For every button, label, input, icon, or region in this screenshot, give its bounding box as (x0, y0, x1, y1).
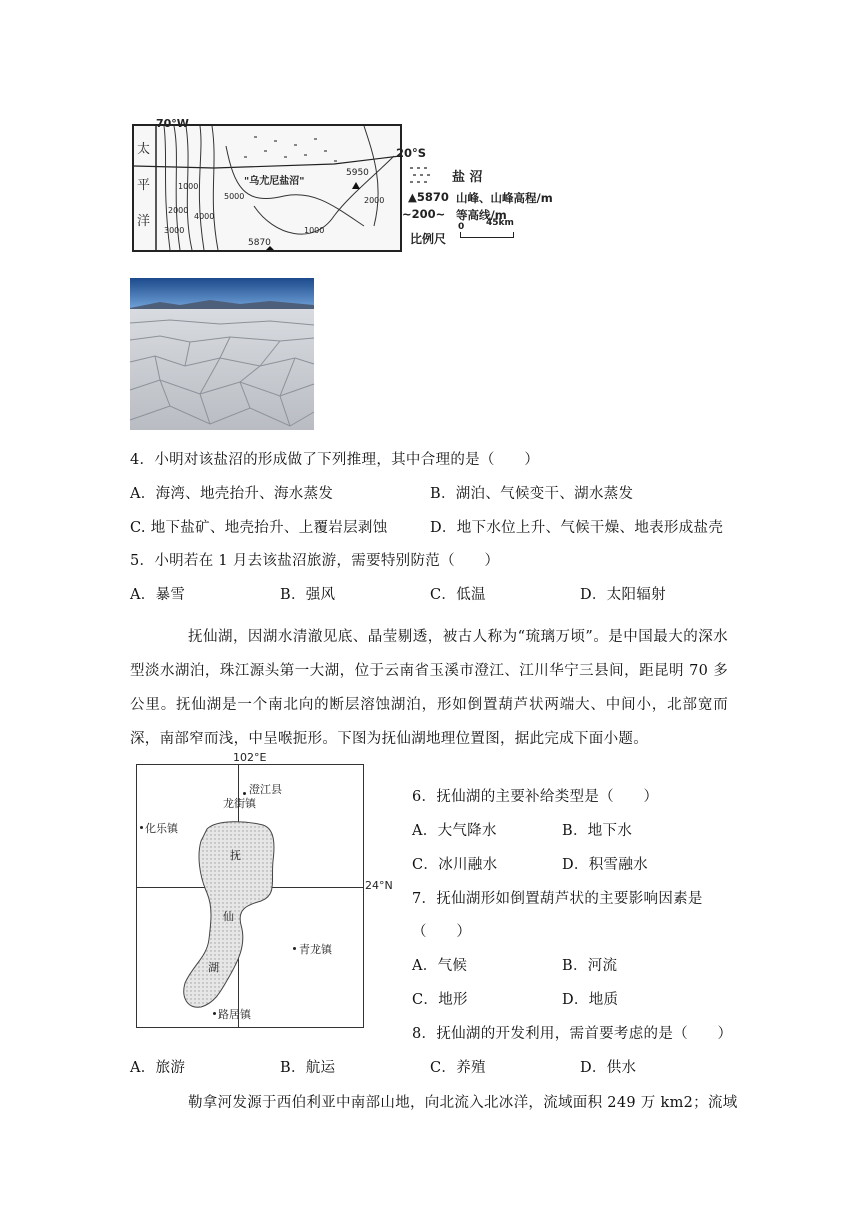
peak-5950-label: 5950 (346, 168, 369, 178)
q7-stem-bracket: （ ） (412, 924, 472, 940)
q5-option-d: D．太阳辐射 (580, 587, 666, 603)
place-chengjiang: 澄江县 (249, 783, 282, 796)
ocean-label-3: 洋 (137, 214, 151, 229)
q4-option-c: C. 地下盐矿、地壳抬升、上覆岩层剥蚀 (130, 520, 388, 536)
q4-option-a: A．海湾、地壳抬升、海水蒸发 (130, 486, 334, 502)
salt-flat-contour-map (132, 117, 402, 252)
contour-label-5000: 5000 (224, 192, 245, 201)
q7-option-a: A．气候 (412, 958, 468, 974)
q5-option-b: B．强风 (280, 587, 336, 603)
salt-legend-icon (408, 164, 436, 188)
map2-lon-label: 102°E (233, 751, 267, 764)
q5-option-a: A．暴雪 (130, 587, 186, 603)
contour-label-4000: 4000 (194, 212, 215, 221)
q8-option-d: D．供水 (580, 1060, 637, 1076)
contour-label-1000b: 1000 (304, 226, 325, 235)
place-huale: 化乐镇 (145, 822, 178, 835)
map1-lat-label: 20°S (396, 146, 427, 160)
contour-label-1000: 1000 (178, 182, 199, 191)
q4-option-d: D．地下水位上升、气候干燥、地表形成盐壳 (430, 520, 724, 536)
q6-option-a: A．大气降水 (412, 823, 497, 839)
passage-lena-river: 勒拿河发源于西伯利亚中南部山地，向北流入北冰洋，流域面积 249 万 km2；流域 (188, 1095, 738, 1111)
q6-stem: 6．抚仙湖的主要补给类型是（ ） (412, 789, 659, 805)
legend-scale-label: 比例尺 (410, 232, 447, 246)
q8-option-a: A．旅游 (130, 1060, 186, 1076)
place-qinglong: 青龙镇 (299, 943, 332, 956)
map1-lon-label: 70°W (156, 117, 189, 130)
legend-contour-value: ~200~ (402, 207, 446, 221)
ocean-label-2: 平 (137, 178, 151, 193)
q8-option-c: C．养殖 (430, 1060, 486, 1076)
q8-option-b: B．航运 (280, 1060, 336, 1076)
legend-scale-km: 45km (486, 218, 514, 228)
huale-dot (140, 826, 143, 829)
legend-contour-desc: 等高线/m (456, 208, 507, 222)
contour-label-2000: 2000 (168, 206, 189, 215)
q7-stem: 7．抚仙湖形如倒置葫芦状的主要影响因素是 (412, 891, 703, 907)
q8-stem: 8．抚仙湖的开发利用，需首要考虑的是（ ） (412, 1026, 733, 1042)
scale-bar (460, 232, 514, 238)
q7-option-c: C．地形 (412, 992, 468, 1008)
qinglong-dot (293, 947, 296, 950)
contour-label-3000: 3000 (164, 226, 185, 235)
fuxian-lake-location-map (136, 751, 393, 1028)
q4-stem: 4．小明对该盐沼的形成做了下列推理，其中合理的是（ ） (130, 452, 540, 468)
q7-option-d: D．地质 (562, 992, 619, 1008)
contour-label-2000b: 2000 (364, 196, 385, 205)
salt-flat-photo (130, 278, 314, 430)
saltflat-name: "乌尤尼盐沼" (244, 176, 305, 187)
q6-option-d: D．积雪融水 (562, 857, 648, 873)
lake-char-1: 抚 (230, 849, 241, 862)
place-luju: 路居镇 (218, 1008, 251, 1021)
ocean-label-1: 太 (137, 142, 151, 157)
map2-lat-label: 24°N (365, 879, 393, 892)
q4-option-b: B．湖泊、气候变干、湖水蒸发 (430, 486, 634, 502)
lake-char-3: 湖 (208, 961, 219, 974)
lake-char-2: 仙 (223, 910, 234, 923)
legend-salt: 盐 沼 (452, 170, 483, 185)
q7-option-b: B．河流 (562, 958, 618, 974)
place-longjie: 龙街镇 (223, 797, 256, 810)
passage-fuxian-lake: 抚仙湖，因湖水清澈见底、晶莹剔透，被古人称为“琉璃万顷”。是中国最大的深水型淡水湖泊，珠江源头第一大湖，位于云南省玉溪市澄江、江川华宁三县间，距昆明 70 多公里。抚仙湖是一个南北向的断层溶蚀湖泊，形如倒置葫芦状两端大、中间小，北部宽而深，南部窄而浅，中呈喉扼形。下图为抚仙湖地理位置图，据此完成下面小题。 (130, 629, 728, 747)
q6-option-b: B．地下水 (562, 823, 633, 839)
q5-option-c: C．低温 (430, 587, 486, 603)
legend-scale-zero: 0 (458, 222, 465, 232)
legend-peak-value: ▲5870 (408, 190, 449, 204)
legend-peak-desc: 山峰、山峰高程/m (456, 191, 553, 205)
q5-stem: 5．小明若在 1 月去该盐沼旅游，需要特别防范（ ） (130, 553, 500, 569)
luju-dot (213, 1012, 216, 1015)
peak-5870-label: 5870 (248, 238, 271, 248)
q6-option-c: C．冰川融水 (412, 857, 498, 873)
